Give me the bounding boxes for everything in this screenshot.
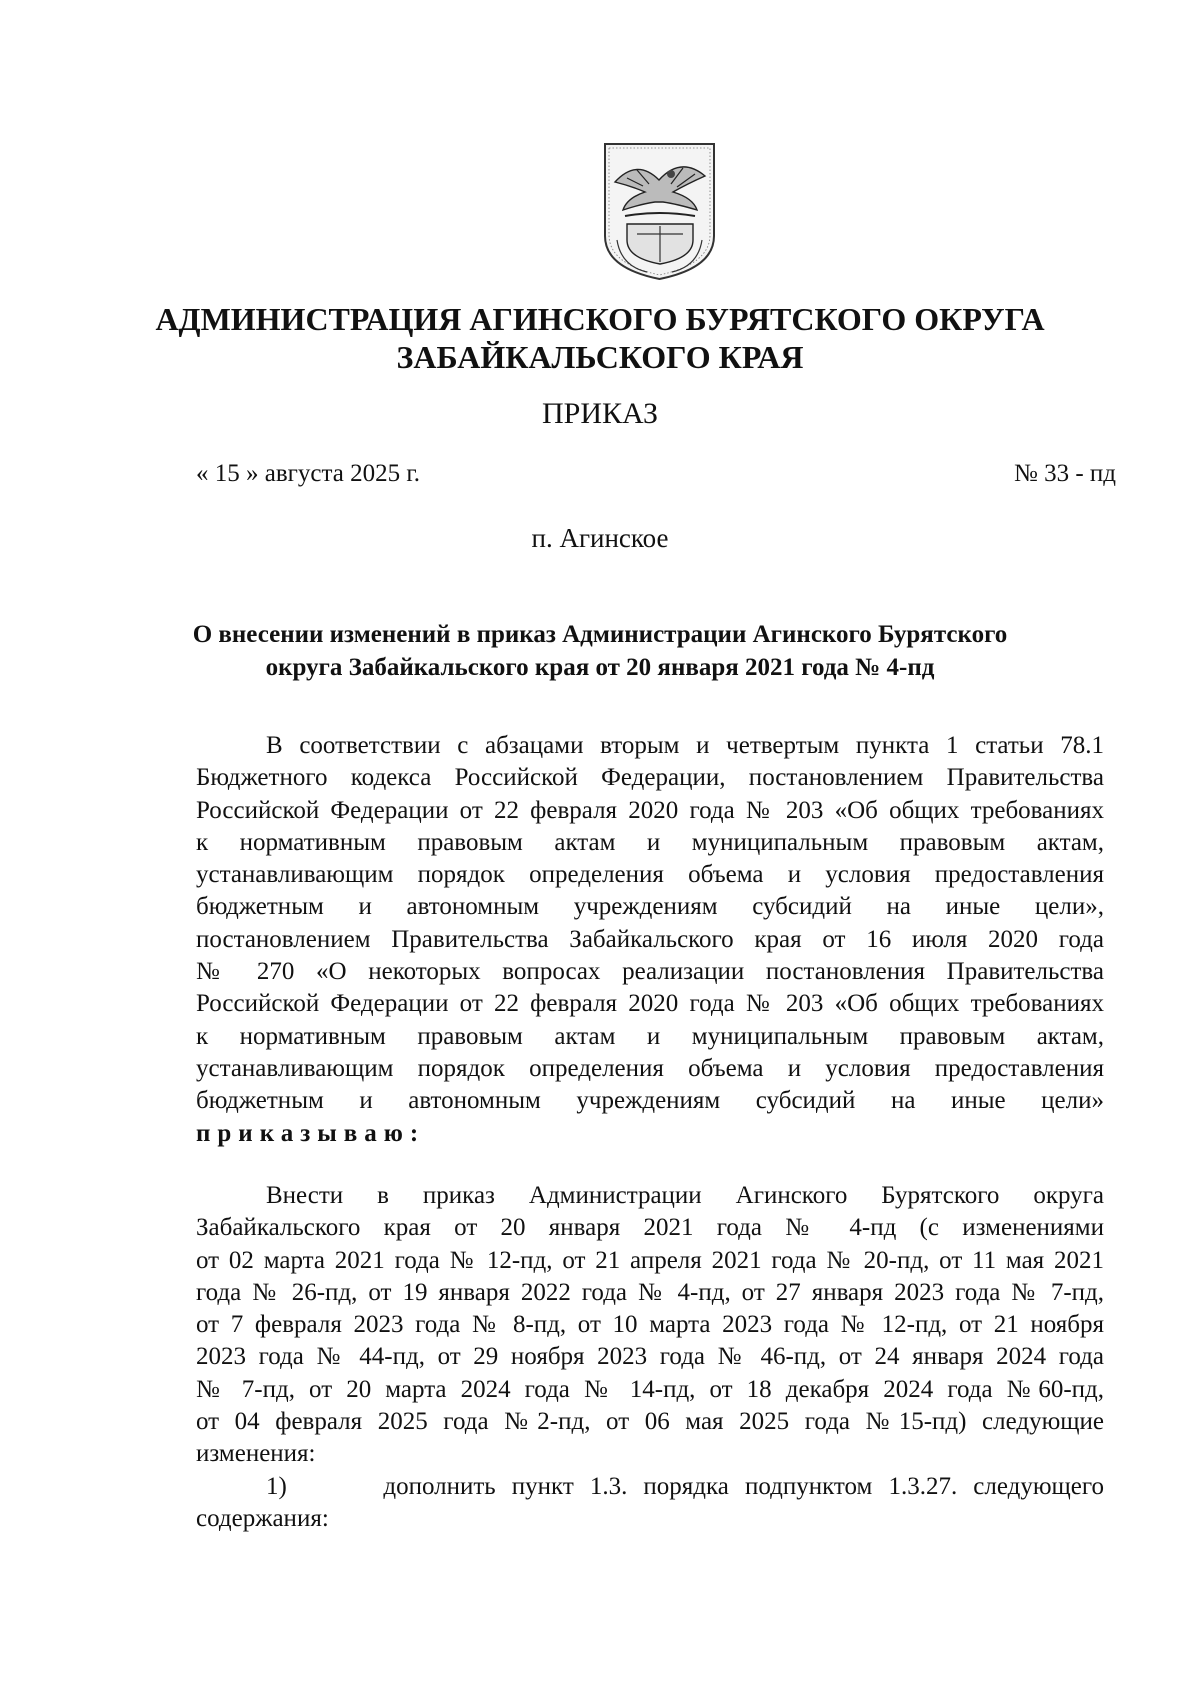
document-number: № 33 - пд — [1013, 460, 1116, 487]
amendment-line: от 02 марта 2021 года № 12-пд, от 21 апреля 2021 года № 20-пд, от 11 мая 2021 — [196, 1246, 1104, 1274]
amendment-line: Забайкальского края от 20 января 2021 года № 4-пд (с изменениями — [196, 1214, 1104, 1242]
preamble-line: устанавливающим порядок определения объема и условия предоставления — [196, 1054, 1104, 1082]
preamble-line: к нормативным правовым актам и муниципальным правовым актам, — [196, 828, 1104, 856]
document-date: « 15 » августа 2025 г. — [196, 460, 421, 487]
amendment-line: Внести в приказ Администрации Агинского Бурятского округа — [266, 1182, 1104, 1209]
preamble-line: постановлением Правительства Забайкальского края от 16 июля 2020 года — [196, 925, 1104, 953]
list-item-line-1 — [196, 1471, 1104, 1503]
preamble-line: В соответствии с абзацами вторым и четвертым пункта 1 статьи 78.1 — [266, 732, 1104, 759]
organization-name-line-1: АДМИНИСТРАЦИЯ АГИНСКОГО БУРЯТСКОГО ОКРУГА — [155, 301, 1045, 337]
list-item-text: дополнить пункт 1.3. порядка подпунктом 1.3.27. следующего — [383, 1473, 1104, 1500]
coat-of-arms-emblem — [597, 140, 722, 282]
amendment-line: изменения: — [196, 1440, 316, 1468]
amendment-line: года № 26-пд, от 19 января 2022 года № 4-пд, от 27 января 2023 года № 7-пд, — [196, 1278, 1104, 1306]
preamble-paragraph — [196, 730, 1104, 1150]
preamble-line: Бюджетного кодекса Российской Федерации, постановлением Правительства — [196, 764, 1104, 792]
document-type: ПРИКАЗ — [542, 397, 658, 430]
organization-name-line-2: ЗАБАЙКАЛЬСКОГО КРАЯ — [396, 339, 804, 375]
preamble-line: устанавливающим порядок определения объема и условия предоставления — [196, 861, 1104, 889]
amendment-line: от 7 февраля 2023 года № 8-пд, от 10 марта 2023 года № 12-пд, от 21 ноября — [196, 1311, 1104, 1339]
preamble-line: к нормативным правовым актам и муниципальным правовым актам, — [196, 1022, 1104, 1050]
order-word: приказываю: — [196, 1119, 426, 1147]
preamble-line: Российской Федерации от 22 февраля 2020 года № 203 «Об общих требованиях — [196, 990, 1104, 1018]
preamble-line: № 270 «О некоторых вопросах реализации постановления Правительства — [196, 958, 1104, 986]
document-place: п. Агинское — [531, 523, 669, 553]
preamble-line: Российской Федерации от 22 февраля 2020 года № 203 «Об общих требованиях — [196, 796, 1104, 824]
list-item — [196, 1471, 1104, 1536]
title-line-2: округа Забайкальского края от 20 января 2021 года № 4-пд — [265, 654, 935, 681]
preamble-line: бюджетным и автономным учреждениям субсидий на иные цели» — [196, 1087, 1104, 1115]
preamble-line: бюджетным и автономным учреждениям субсидий на иные цели», — [196, 893, 1104, 921]
amendment-line: 2023 года № 44-пд, от 29 ноября 2023 года № 46-пд, от 24 января 2024 года — [196, 1343, 1104, 1371]
amendment-paragraph — [196, 1180, 1104, 1471]
amendment-line: № 7-пд, от 20 марта 2024 года № 14-пд, от 18 декабря 2024 года №60-пд, — [196, 1375, 1104, 1403]
document-title — [160, 618, 1040, 684]
list-item-number: 1) — [266, 1473, 287, 1500]
organization-heading — [150, 300, 1050, 376]
list-item-line-2: содержания: — [196, 1505, 329, 1533]
title-line-1: О внесении изменений в приказ Администрации Агинского Бурятского — [192, 621, 1008, 648]
amendment-line: от 04 февраля 2025 года №2-пд, от 06 мая 2025 года №15-пд) следующие — [196, 1408, 1104, 1436]
